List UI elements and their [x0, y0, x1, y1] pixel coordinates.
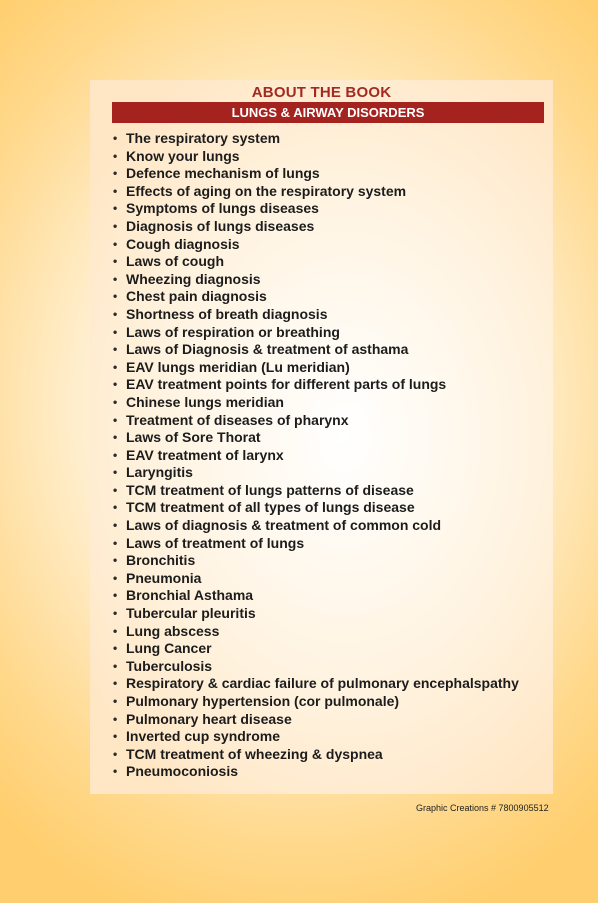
list-item [90, 165, 519, 183]
list-item [90, 658, 519, 676]
list-item [90, 746, 519, 764]
list-item-label: The respiratory system [126, 130, 281, 146]
bullet-icon: • [113, 447, 118, 462]
bullet-icon: • [113, 570, 118, 585]
about-book-panel [90, 80, 553, 794]
list-item-label: TCM treatment of all types of lungs disease [126, 499, 415, 516]
list-item-label: Cough diagnosis [126, 235, 240, 252]
list-item [90, 359, 519, 377]
list-item [90, 605, 519, 623]
list-item-label: Lung Cancer [126, 640, 212, 657]
bullet-icon: • [113, 764, 118, 779]
bullet-icon: • [113, 306, 118, 321]
list-item [90, 447, 519, 465]
bullet-icon: • [113, 518, 118, 533]
list-item [90, 183, 519, 201]
list-item-label: Laws of cough [126, 253, 224, 270]
list-item-label: TCM treatment of lungs patterns of disease [126, 481, 414, 498]
list-item-label: Tubercular pleuritis [126, 605, 256, 622]
list-item [90, 623, 519, 641]
list-item [90, 675, 519, 693]
list-item [90, 693, 519, 711]
list-item [90, 412, 519, 430]
bullet-icon: • [113, 412, 118, 427]
list-item [90, 640, 519, 658]
title-bar: LUNGS & AIRWAY DISORDERS [112, 102, 544, 123]
bullet-icon: • [113, 218, 118, 233]
bullet-icon: • [113, 746, 118, 761]
bullet-icon: • [113, 236, 118, 251]
bullet-icon: • [113, 729, 118, 744]
list-item-label: Diagnosis of lungs diseases [126, 217, 315, 234]
bullet-icon: • [113, 166, 118, 181]
list-item-label: Wheezing diagnosis [126, 270, 261, 287]
bullet-icon: • [113, 342, 118, 357]
list-item [90, 271, 519, 289]
bullet-icon: • [113, 623, 118, 638]
list-item-label: Respiratory & cardiac failure of pulmonary encephalspathy [126, 675, 519, 692]
bullet-icon: • [113, 131, 118, 145]
list-item [90, 482, 519, 500]
bullet-icon: • [113, 676, 118, 691]
list-item-label: Laws of Diagnosis & treatment of asthama [126, 341, 409, 358]
bullet-icon: • [113, 694, 118, 708]
bullet-icon: • [113, 289, 118, 304]
bullet-icon: • [113, 430, 118, 445]
bullet-icon: • [113, 641, 118, 656]
bullet-icon: • [113, 254, 118, 269]
list-item [90, 711, 519, 729]
bullet-icon: • [113, 711, 118, 726]
list-item [90, 148, 519, 166]
bullet-icon: • [113, 500, 118, 515]
topic-list [90, 130, 519, 781]
list-item [90, 570, 519, 588]
bullet-icon: • [113, 324, 118, 339]
list-item-label: TCM treatment of wheezing & dyspnea [126, 745, 383, 762]
list-item-label: Bronchitis [126, 552, 196, 569]
list-item-label: Inverted cup syndrome [126, 728, 281, 745]
bullet-icon: • [113, 201, 118, 216]
list-item [90, 517, 519, 535]
bullet-icon: • [113, 465, 118, 480]
list-item [90, 394, 519, 412]
list-item-label: Laws of Sore Thorat [126, 429, 261, 446]
list-item-label: Laws of diagnosis & treatment of common cold [126, 517, 442, 534]
list-item [90, 306, 519, 324]
bullet-icon: • [113, 148, 118, 163]
list-item-label: Symptoms of lungs diseases [126, 200, 319, 217]
list-item [90, 288, 519, 306]
list-item-label: Shortness of breath diagnosis [126, 305, 328, 322]
list-item [90, 763, 519, 781]
bullet-icon: • [113, 606, 118, 621]
list-item-label: Chest pain diagnosis [126, 288, 267, 305]
section-heading: ABOUT THE BOOK [251, 84, 392, 101]
list-item [90, 499, 519, 517]
list-item-label: Laws of treatment of lungs [126, 534, 305, 551]
list-item [90, 552, 519, 570]
list-item [90, 200, 519, 218]
list-item-label: Defence mechanism of lungs [126, 165, 320, 182]
list-item-label: Know your lungs [126, 147, 240, 164]
list-item-label: Effects of aging on the respiratory system [126, 182, 407, 199]
bullet-icon: • [113, 359, 118, 374]
list-item [90, 324, 519, 342]
list-item-label: Lung abscess [126, 622, 220, 639]
list-item-label: Pulmonary heart disease [126, 710, 292, 727]
bullet-icon: • [113, 183, 118, 198]
list-item [90, 253, 519, 271]
list-item [90, 535, 519, 553]
bullet-icon: • [113, 271, 118, 286]
list-item [90, 429, 519, 447]
list-item-label: EAV lungs meridian (Lu meridian) [126, 358, 350, 375]
bullet-icon: • [113, 482, 118, 497]
bullet-icon: • [113, 658, 118, 673]
list-item [90, 218, 519, 236]
list-item-label: Laryngitis [126, 464, 193, 481]
list-item [90, 236, 519, 254]
list-item-label: EAV treatment of larynx [126, 446, 284, 463]
list-item-label: Tuberculosis [126, 657, 213, 674]
list-item [90, 130, 519, 148]
list-item-label: Bronchial Asthama [126, 587, 254, 604]
list-item-label: Treatment of diseases of pharynx [126, 411, 349, 428]
bullet-icon: • [113, 588, 118, 603]
bullet-icon: • [113, 535, 118, 550]
footer-credit: Graphic Creations # 7800905512 [416, 803, 549, 813]
list-item [90, 341, 519, 359]
list-item [90, 464, 519, 482]
list-item-label: Pneumonia [126, 569, 202, 586]
list-item [90, 728, 519, 746]
bullet-icon: • [113, 394, 118, 409]
list-item-label: EAV treatment points for different parts of lungs [126, 376, 447, 393]
list-item-label: Chinese lungs meridian [126, 393, 284, 410]
list-item [90, 376, 519, 394]
list-item [90, 587, 519, 605]
list-item-label: Pneumoconiosis [126, 763, 239, 780]
list-item-label: Laws of respiration or breathing [126, 323, 340, 340]
bullet-icon: • [113, 553, 118, 568]
list-item-label: Pulmonary hypertension (cor pulmonale) [126, 693, 400, 709]
bullet-icon: • [113, 377, 118, 392]
